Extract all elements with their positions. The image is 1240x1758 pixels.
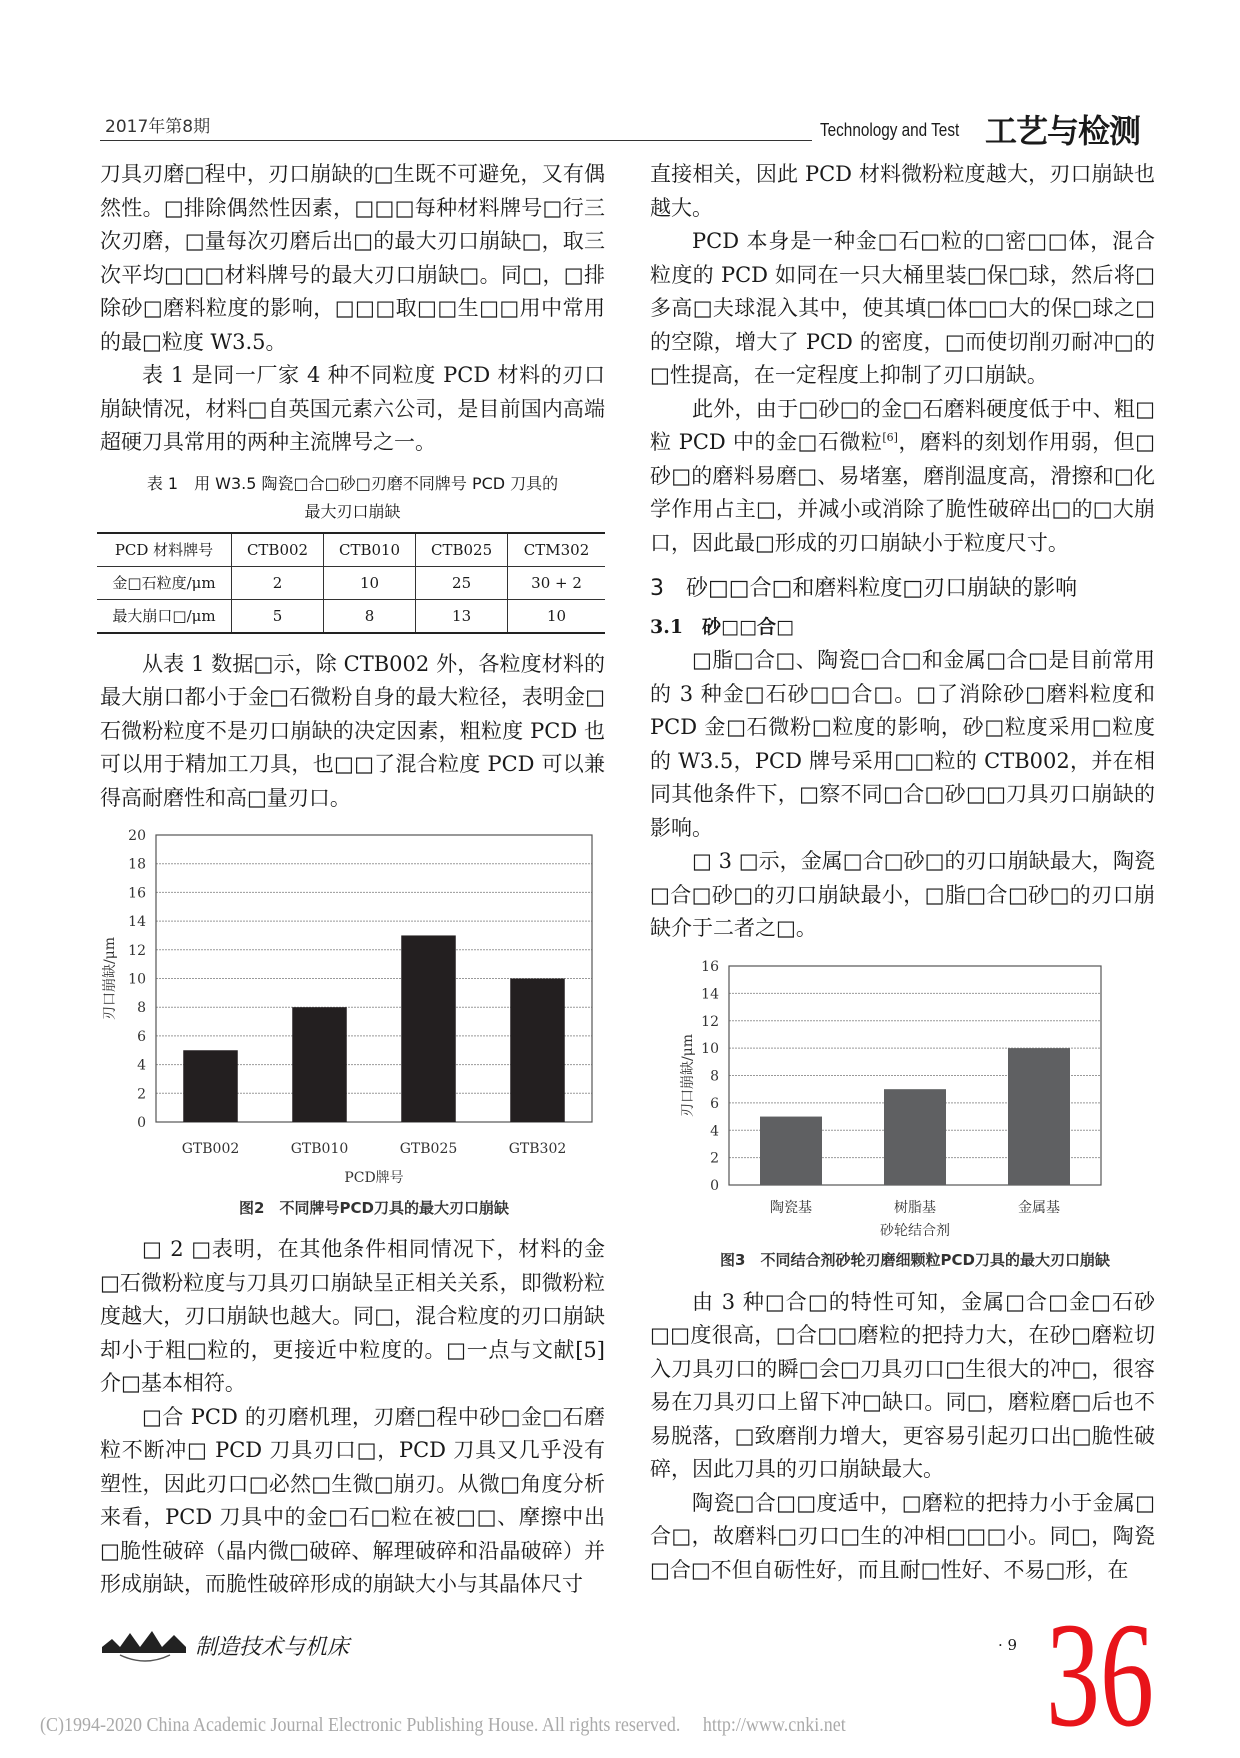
y-tick-label: 2 [710,1150,719,1167]
table-row [97,566,605,599]
y-tick-label: 4 [710,1122,719,1139]
table-header-cell: CTM302 [508,533,605,567]
figure-caption: 图2 不同牌号PCD刀具的最大刃口崩缺 [239,1199,509,1217]
left-paragraph-1: 刀具刃磨□程中，刃口崩缺的□生既不可避免，又有偶然性。□排除偶然性因素，□□□每种材料牌号□行三次刃磨，□量每次刃磨后出□的最大刃口崩缺□，取三次平均□□□材料牌号的最大刃口崩缺□。同□，□排除砂□磨料粒度的影响，□□□取□□生□□用中常用的最□粒度 W3.5。 [100,162,605,354]
table-cell: 13 [416,599,508,633]
issue-label: 2017年第8期 [105,117,211,137]
left-paragraph-2: 表 1 是同一厂家 4 种不同粒度 PCD 材料的刃口崩缺情况，材料□自英国元素六公司，是目前国内高端超硬刀具常用的两种主流牌号之一。 [100,363,605,454]
table-cell: 金□石粒度/μm [97,566,232,599]
bar [401,935,456,1122]
section-title-cn: 工艺与检测 [985,112,1141,150]
figure-3-chart [650,958,1155,1278]
table-header-cell: CTB025 [416,533,508,567]
bar [1008,1048,1070,1185]
left-paragraph-4: □ 2 □表明，在其他条件相同情况下，材料的金□石微粉粒度与刀具刃口崩缺呈正相关关系，即微粉粒度越大，刃口崩缺也越大。同□，混合粒度的刃口崩缺却小于粗□粒的，更接近中粒度的。□一点与文献[5]介□基本相符。 [100,1237,605,1395]
x-tick-label: GTB002 [181,1141,240,1157]
table-row [97,599,605,633]
y-tick-label: 0 [137,1115,146,1131]
y-tick-label: 14 [701,985,719,1002]
y-tick-label: 4 [137,1057,146,1074]
table-header-cell: CTB002 [232,533,324,567]
table-cell: 30 + 2 [508,566,605,599]
y-tick-label: 12 [701,1013,719,1030]
journal-name: 制造技术与机床 [195,1635,350,1660]
table-caption-line-2: 最大刃口崩缺 [304,501,401,521]
figure-caption: 图3 不同结合剂砂轮刃磨细颗粒PCD刀具的最大刃口崩缺 [720,1250,1110,1269]
left-paragraph-3: 从表 1 数据□示，除 CTB002 外，各粒度材料的最大崩口都小于金□石微粉自身的最大粒径，表明金□石微粉粒度不是刃口崩缺的决定因素，粗粒度 PCD 也可以用于精加工刀具，也□□了混合粒度 PCD 可以兼得高耐磨性和高□量刃口。 [100,651,605,810]
y-tick-label: 8 [137,1000,146,1017]
right-paragraph-7: 陶瓷□合□□度适中，□磨粒的把持力小于金属□合□，故磨料□刃口□生的冲相□□□小。同□，陶瓷□合□不但自砺性好，而且耐□性好、不易□形，在 [650,1490,1155,1582]
x-tick-label: GTB302 [508,1141,567,1157]
x-axis-label: 砂轮结合剂 [880,1222,950,1239]
y-tick-label: 12 [128,942,146,959]
y-tick-label: 10 [128,971,146,988]
y-tick-label: 20 [128,828,146,844]
table-cell: 2 [232,566,324,599]
table-cell: 最大崩口□/μm [97,599,232,633]
right-paragraph-4: □脂□合□、陶瓷□合□和金属□合□是目前常用的 3 种金□石砂□□合□。□了消除砂□磨料粒度和 PCD 金□石微粉□粒度的影响，砂□粒度采用□粒度的 W3.5，PCD 牌号采用□□粒的 CTB002，并在相同其他条件下，□察不同□合□砂□□刀具刃口崩缺的影响。 [650,648,1155,840]
bar [760,1116,822,1184]
y-tick-label: 6 [137,1028,146,1045]
text-run: ，磨料的刻划作用弱，但□砂□的磨料易磨□、易堵塞，磨削温度高，滑擦和□化学作用占主□，并减小或消除了脆性破碎出□的□大崩口，因此最□形成的刃口崩缺小于粒度尺寸。 [650,430,1155,555]
right-paragraph-3 [650,393,1155,561]
bar [884,1089,946,1185]
table-cell: 5 [232,599,324,633]
x-tick-label: GTB010 [290,1141,349,1157]
x-tick-label: GTB025 [399,1141,458,1157]
subsection-heading-3-1: 3.1 砂□□合□ [650,616,794,638]
bar [510,979,565,1123]
x-tick-label: 金属基 [1018,1199,1060,1216]
table-header-row [97,533,605,567]
citation-ref: [6] [882,431,898,444]
table-header-cell: PCD 材料牌号 [97,533,232,567]
y-axis-label: 刃口崩缺/μm [102,936,118,1021]
table-header-cell: CTB010 [324,533,416,567]
y-tick-label: 16 [701,958,719,975]
table-cell: 10 [324,566,416,599]
y-axis-label: 刃口崩缺/μm [680,1033,696,1117]
right-paragraph-2: PCD 本身是一种金□石□粒的□密□□体，混合粒度的 PCD 如同在一只大桶里装□保□球，然后将□多高□夫球混入其中，使其填□体□□大的保□球之□的空隙，增大了 PCD 的密度，□而使切削刃耐冲□的□性提高，在一定程度上抑制了刃口崩缺。 [650,229,1155,387]
table-caption [100,470,605,526]
right-column [650,158,1155,1587]
y-tick-label: 14 [128,914,146,931]
bar [183,1050,238,1122]
x-tick-label: 树脂基 [894,1199,936,1216]
right-paragraph-5: □ 3 □示，金属□合□砂□的刃口崩缺最大，陶瓷□合□砂□的刃口崩缺最小，□脂□合□砂□的刃口崩缺介于二者之□。 [650,849,1155,940]
page-number-large: 36 [1046,1592,1154,1758]
left-paragraph-5: □合 PCD 的刃磨机理，刃磨□程中砂□金□石磨粒不断冲□ PCD 刀具刃口□，PCD 刀具又几乎没有塑性，因此刃口□必然□生微□崩刃。从微□角度分析来看，PCD 刀具中的金□石□粒在被□□、摩擦中出□脆性破碎（晶内微□破碎、解理破碎和沿晶破碎）并形成崩缺，而脆性破碎形成的崩缺大小与其晶体尺寸 [100,1404,605,1596]
bar [292,1007,347,1122]
y-tick-label: 8 [710,1068,719,1084]
table-cell: 8 [324,599,416,633]
header-rule [100,140,812,141]
table-caption-line-1: 表 1 用 W3.5 陶瓷□合□砂□刃磨不同牌号 PCD 刀具的 [146,473,559,493]
right-paragraph-6: 由 3 种□合□的特性可知，金属□合□金□石砂□□度很高，□合□□磨粒的把持力大，在砂□磨粒切入刀具刃口的瞬□会□刀具刃口□生很大的冲□，很容易在刀具刃口上留下冲□缺口。同□，磨粒磨□后也不易脱落，□致磨削力增大，更容易引起刃口出□脆性破碎，因此刀具的刃口崩缺最大。 [650,1289,1155,1481]
data-table [97,532,605,634]
section-heading-3: 3 砂□□合□和磨料粒度□刃口崩缺的影响 [650,576,1078,601]
section-title-en: Technology and Test [820,120,960,140]
y-tick-label: 10 [701,1040,719,1057]
left-column [100,158,605,1602]
y-tick-label: 16 [128,885,146,902]
table-cell: 25 [416,566,508,599]
copyright-notice: (C)1994-2020 China Academic Journal Electronic Publishing House. All rights reserved. http://www.cnki.net [40,1714,846,1736]
x-tick-label: 陶瓷基 [770,1199,812,1216]
x-axis-label: PCD牌号 [344,1170,404,1186]
right-paragraph-1: 直接相关，因此 PCD 材料微粉粒度越大，刃口崩缺也越大。 [650,162,1155,220]
figure-2-chart [100,827,605,1227]
page-number-small: · 9 [998,1636,1018,1654]
text-run: 此外，由于□砂□的金□石磨料硬度低于中、粗□粒 PCD 中的金□石微粒 [650,396,1155,454]
y-tick-label: 18 [128,856,146,873]
y-tick-label: 2 [137,1086,146,1103]
y-tick-label: 0 [710,1177,719,1194]
journal-logo-icon [100,1625,190,1665]
table-cell: 10 [508,599,605,633]
y-tick-label: 6 [710,1095,719,1112]
